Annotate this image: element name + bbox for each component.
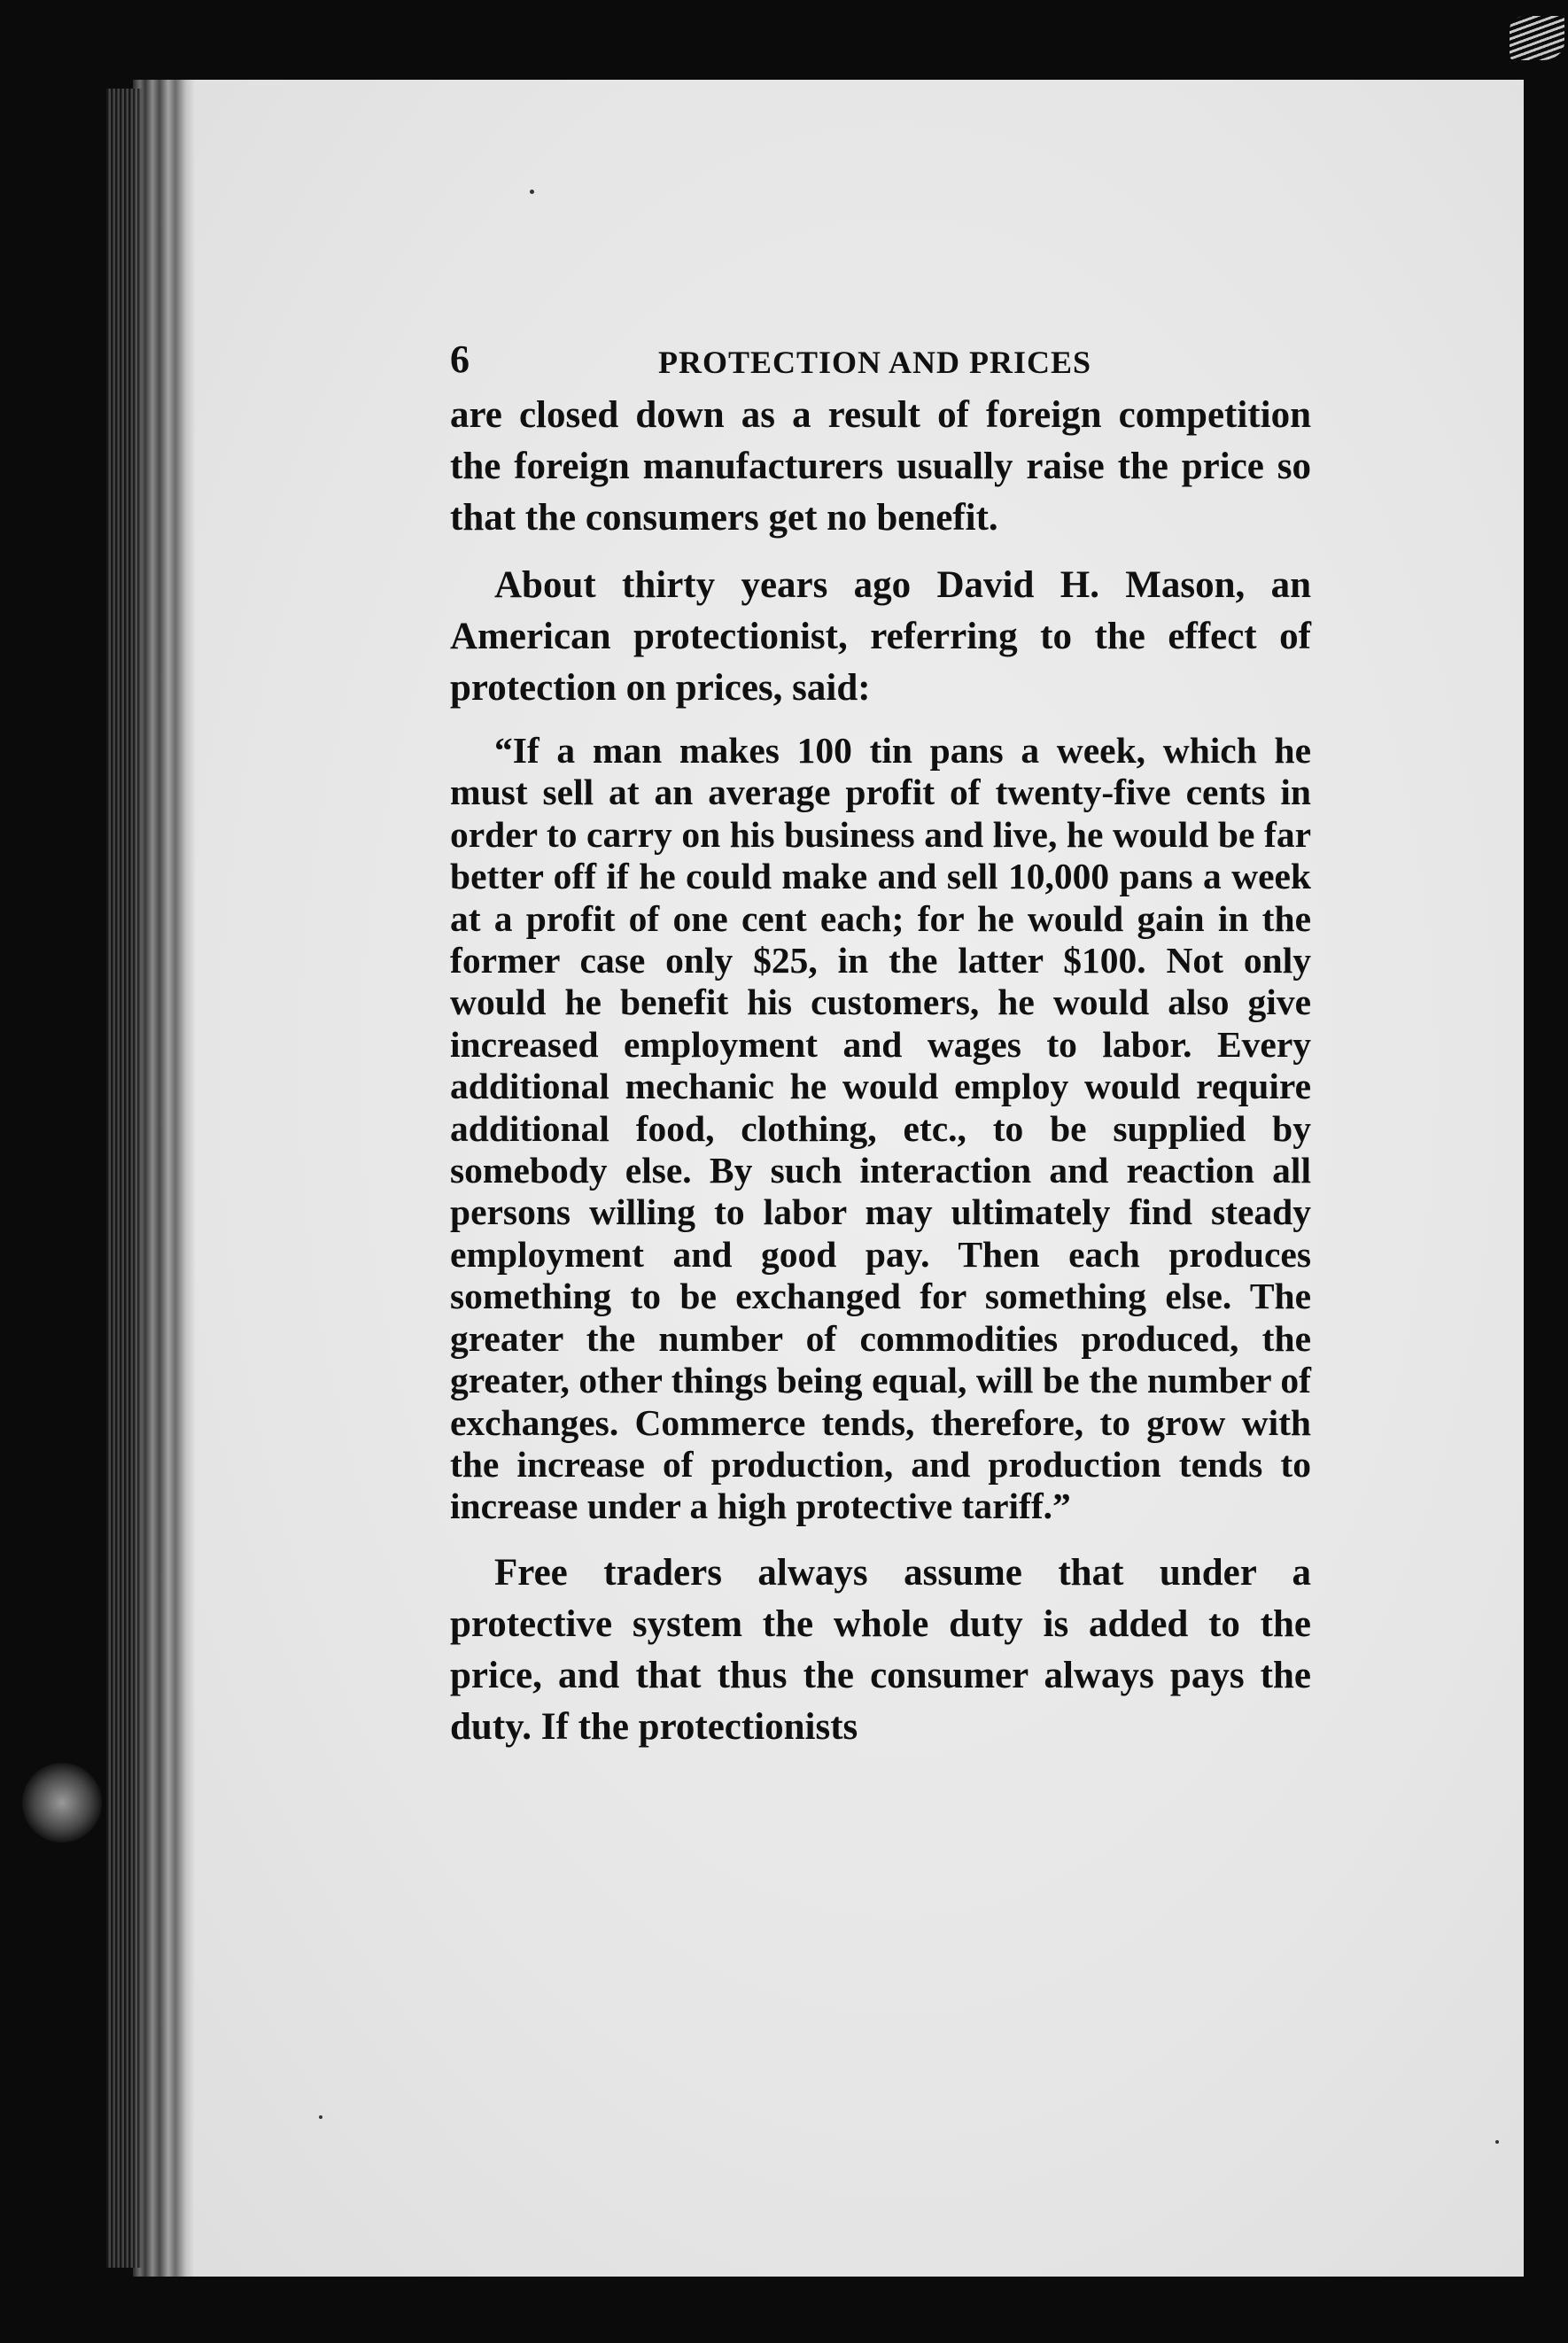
paragraph-continuation: are closed down as a result of foreign competition the foreign manufacturers usually raise the price so that the consumers get no benefit. (450, 394, 1311, 539)
page-gutter-shadow (133, 80, 195, 2277)
block-quote-mason: “If a man makes 100 tin pans a week, which he must sell at an average profit of twenty-five cents in order to carry on his business and live, he would be far better off if he could make and sell 10,000 pans a week at a profit of one cent each; for he would gain in the former case only $25, in the latter $100. Not only would he benefit his customers, he would also give increased employment and wages to labor. Every additional mechanic he would employ would require additional food, clothing, etc., to be supplied by somebody else. By such interaction and reaction all persons willing to labor may ultimately find steady employment and good pay. Then each produces something to be exchanged for something else. The greater the number of commodities produced, the greater, other things being equal, will be the number of exchanges. Commerce tends, therefore, to grow with the increase of production, and production tends to increase under a high protective tariff.” (450, 730, 1311, 1527)
running-title: PROTECTION AND PRICES (658, 345, 1092, 380)
paragraph-mason-intro: About thirty years ago David H. Mason, an American protectionist, referring to the effect of protection on prices, said: (450, 564, 1311, 709)
paragraph-free-traders: Free traders always assume that under a protective system the whole duty is added to the price, and that thus the consumer always pays the duty. If the protectionists (450, 1551, 1311, 1748)
scan-artifact-icon (1510, 16, 1564, 60)
corner-scan-artifact (1497, 0, 1568, 80)
dust-speck (530, 190, 534, 194)
page-text-block (450, 337, 1311, 1769)
dust-speck (319, 2115, 322, 2119)
scanner-glare (22, 1763, 102, 1843)
page-edge-lines (106, 89, 142, 2268)
page-number: 6 (450, 337, 471, 381)
running-head (450, 337, 1311, 390)
dust-speck (1495, 2140, 1499, 2144)
